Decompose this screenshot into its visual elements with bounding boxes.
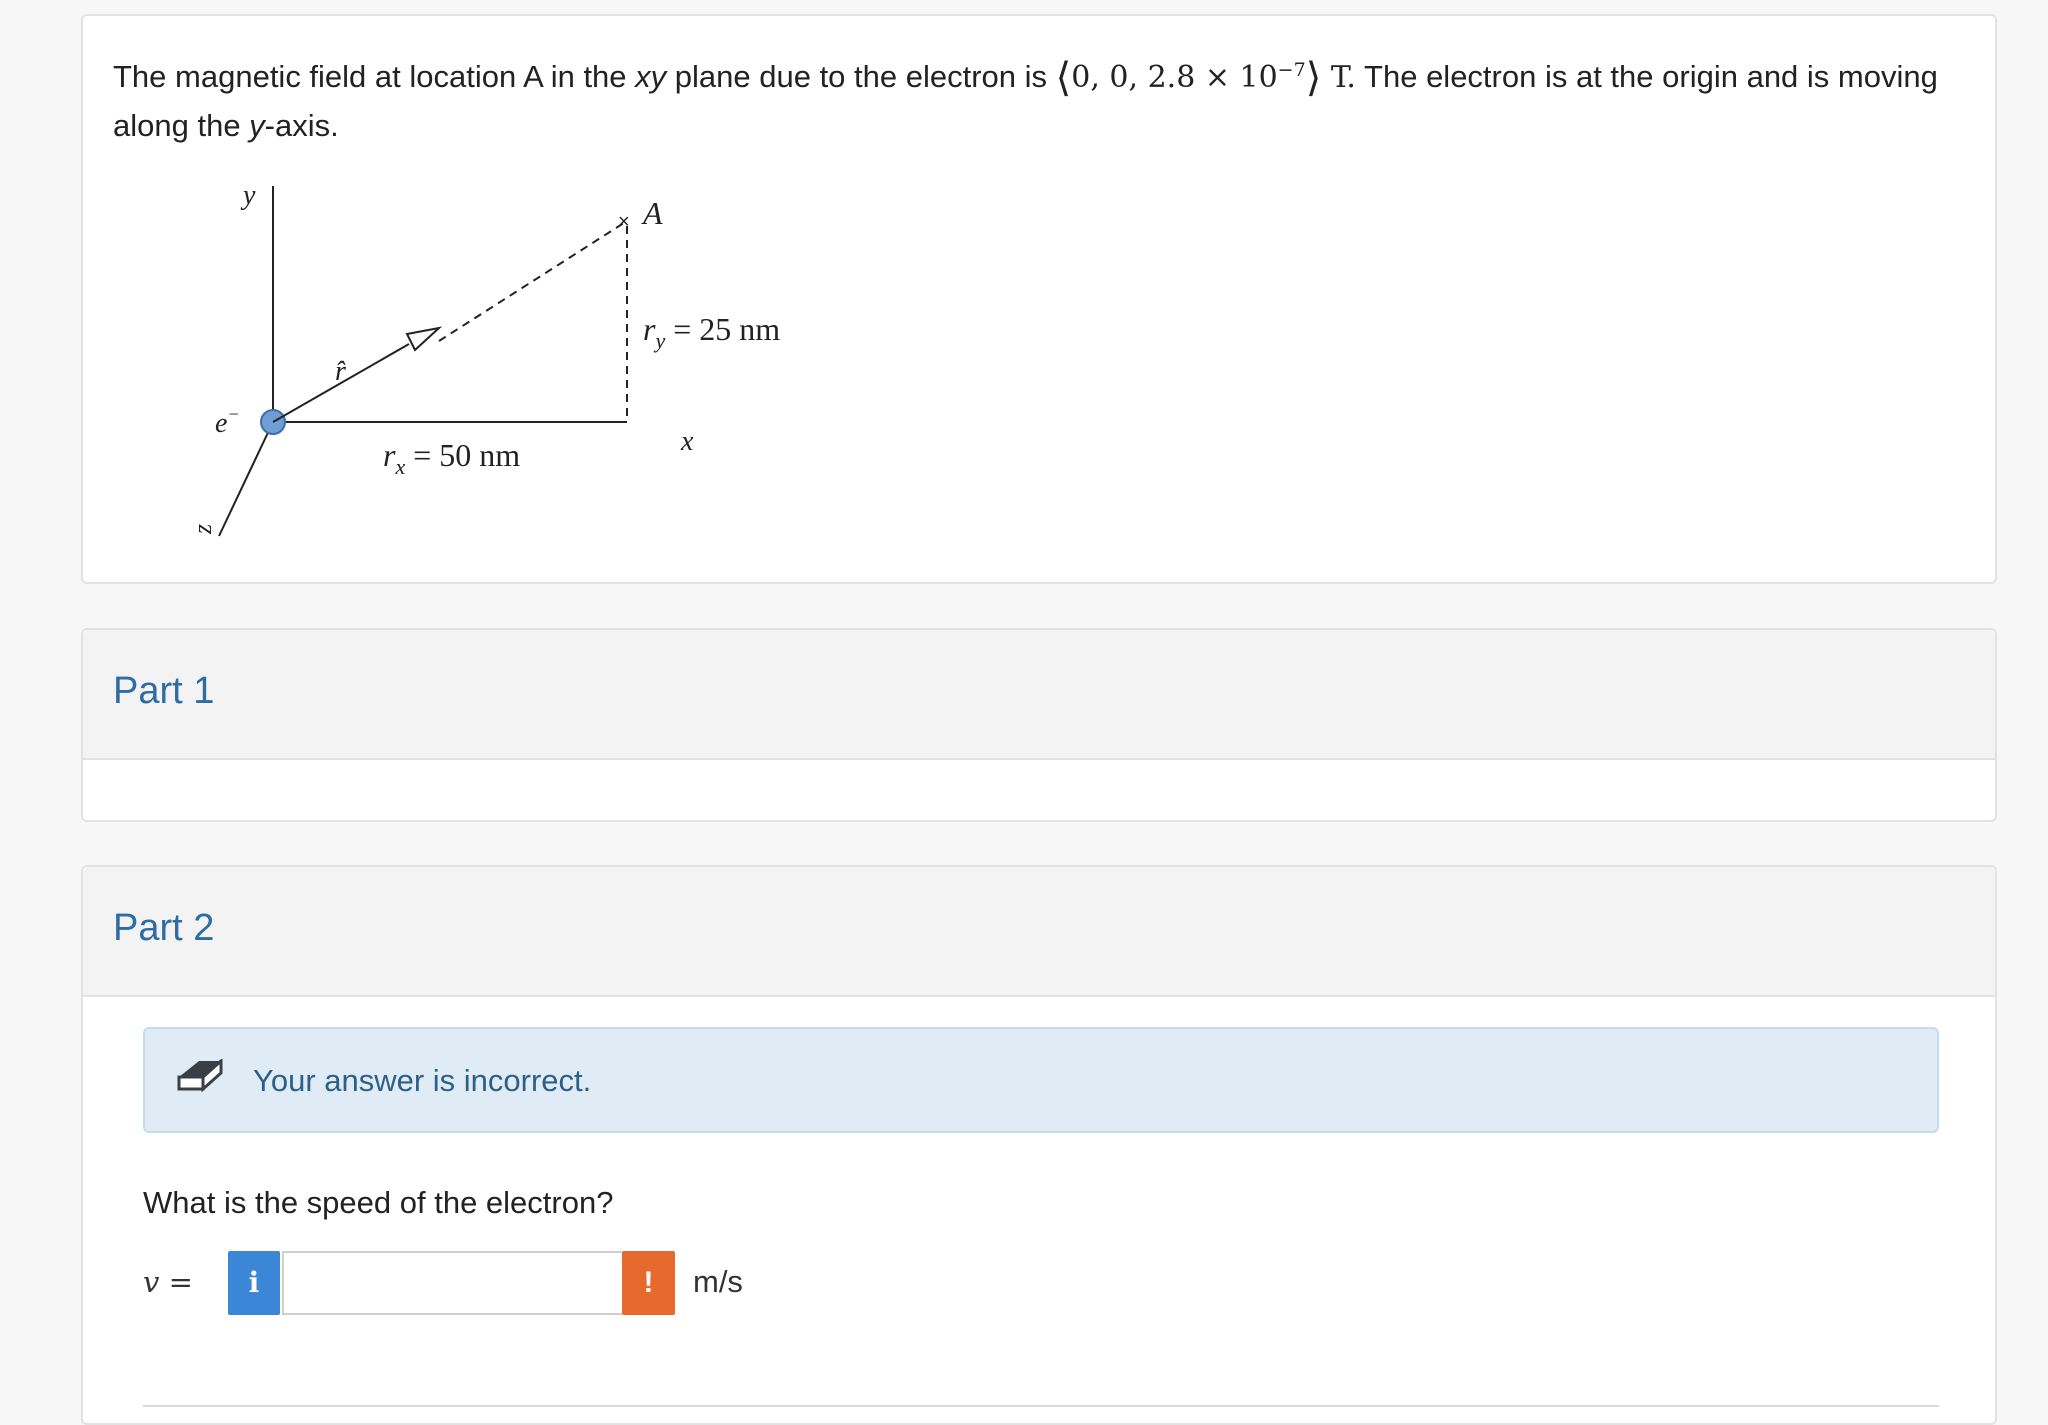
point-a-label: A — [643, 195, 663, 231]
info-icon: i — [248, 1266, 260, 1299]
z-axis-label: z — [188, 523, 217, 534]
x-axis-label: x — [681, 426, 694, 457]
part2-header[interactable] — [83, 867, 1995, 997]
variable-label: v = — [143, 1265, 193, 1299]
warning-button[interactable] — [622, 1251, 675, 1315]
problem-text-xy: xy — [635, 59, 667, 94]
z-axis-line — [219, 422, 273, 536]
problem-text-2: plane due to the electron is — [666, 59, 1056, 94]
r-dashed-line — [439, 221, 627, 341]
vector-close-bracket: ⟩ — [1305, 55, 1322, 101]
rhat-label: r̂ — [335, 356, 346, 387]
rx-label: $r_x = 50$ nm — [383, 437, 521, 479]
field-vector-body: 0, 0, 2.8 × 10 — [1071, 60, 1278, 95]
question-text: What is the speed of the electron? — [143, 1185, 614, 1220]
part2-card — [81, 865, 1997, 1425]
feedback-banner — [143, 1027, 1939, 1133]
unit-label: m/s — [693, 1264, 743, 1299]
y-axis-label: y — [243, 180, 256, 211]
problem-card — [81, 14, 1997, 584]
part1-header[interactable] — [83, 630, 1995, 760]
feedback-text: Your answer is incorrect. — [253, 1063, 592, 1098]
field-unit: T. — [1321, 60, 1356, 95]
vector-open-bracket: ⟨ — [1055, 55, 1072, 101]
eraser-icon — [177, 1059, 223, 1093]
electron-label: e− — [215, 404, 240, 439]
problem-statement — [113, 46, 1973, 150]
field-vector — [1071, 60, 1305, 95]
part1-card — [81, 628, 1997, 822]
ry-label: $r_y = 25$ nm — [643, 311, 781, 353]
field-diagram — [109, 166, 809, 566]
problem-text-4: -axis. — [264, 108, 339, 143]
warning-icon: ! — [643, 1266, 654, 1299]
field-vector-exponent: −7 — [1277, 59, 1306, 81]
problem-text-3: The electron is at the origin and is moving along the — [113, 59, 1938, 143]
problem-text-1: The magnetic field at location A in the — [113, 59, 636, 94]
divider — [143, 1405, 1939, 1407]
speed-answer-input[interactable] — [282, 1251, 622, 1315]
problem-text-y: y — [249, 108, 265, 143]
point-a-marker: × — [618, 211, 630, 233]
part1-title: Part 1 — [113, 670, 215, 712]
answer-row — [143, 1251, 843, 1317]
info-button[interactable] — [228, 1251, 280, 1315]
rhat-arrow-head — [407, 328, 439, 350]
part2-title: Part 2 — [113, 907, 215, 949]
